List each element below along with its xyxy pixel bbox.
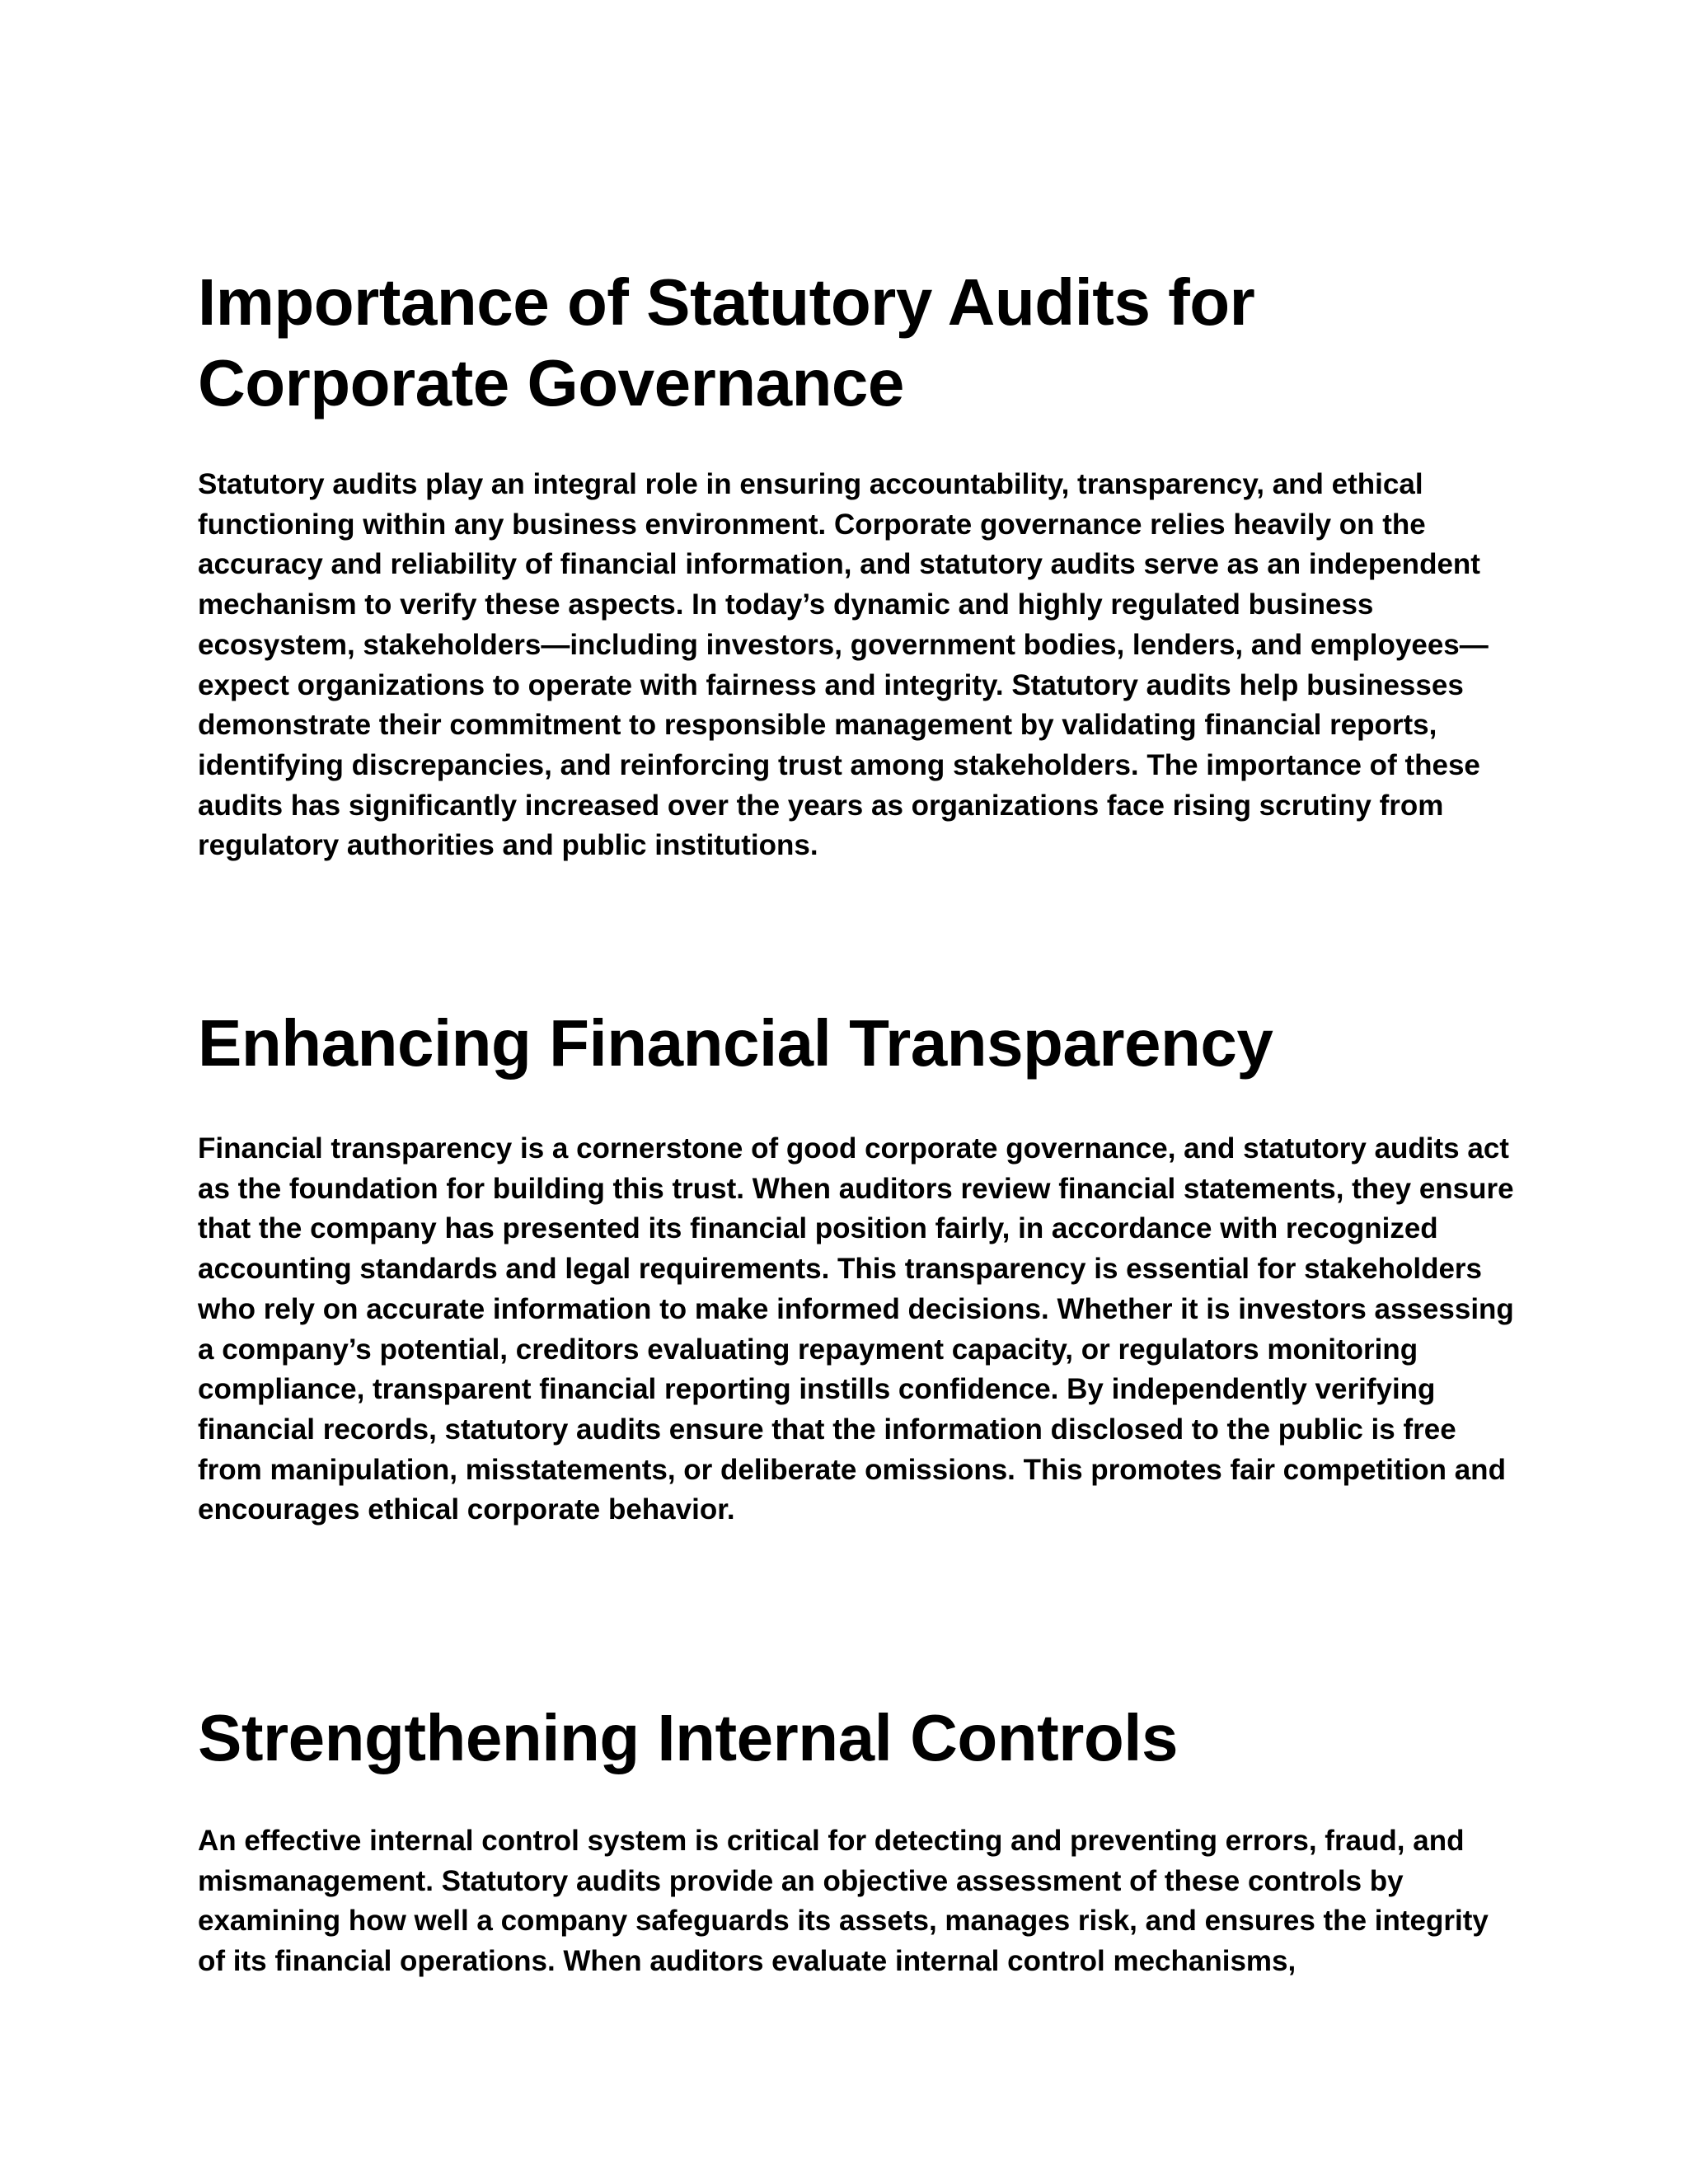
section-body: Statutory audits play an integral role in ensuring accountability, transparency, and ethical functioning within any business environment. Corporate governance relies heavily on the accuracy and reliability of financial information, and statutory audits serve as an independent mechanism to verify these aspects. In today’s dynamic and highly regulated business ecosystem, stakeholders—including investors, government bodies, lenders, and employees—expect organizations to operate with fairness and integrity. Statutory audits help businesses demonstrate their commitment to responsible management by validating financial reports, identifying discrepancies, and reinforcing trust among stakeholders. The importance of these audits has significantly increased over the years as organizations face rising scrutiny from regulatory authorities and public institutions. [198,468,1489,862]
section-body: An effective internal control system is critical for detecting and preventing errors, fraud, and mismanagement. Statutory audits provide an objective assessment of these controls by examining how well a company safeguards its assets, manages risk, and ensures the integrity of its financial operations. When auditors evaluate internal control mechanisms, [198,1825,1489,1978]
section-internal-controls [198,1698,1517,1982]
section-heading: Importance of Statutory Audits for Corporate Governance [198,265,1255,419]
section-financial-transparency [198,1003,1517,1530]
section-statutory-audits [198,262,1517,866]
section-heading: Enhancing Financial Transparency [198,1006,1273,1080]
section-body: Financial transparency is a cornerstone of good corporate governance, and statutory audits act as the foundation for building this trust. When auditors review financial statements, they ensure that the company has presented its financial position fairly, in accordance with recognized accounting standards and legal requirements. This transparency is essential for stakeholders who rely on accurate information to make informed decisions. Whether it is investors assessing a company’s potential, creditors evaluating repayment capacity, or regulators monitoring compliance, transparent financial reporting instills confidence. By independently verifying financial records, statutory audits ensure that the information disclosed to the public is free from manipulation, misstatements, or deliberate omissions. This promotes fair competition and encourages ethical corporate behavior. [198,1132,1514,1526]
section-heading: Strengthening Internal Controls [198,1701,1178,1774]
